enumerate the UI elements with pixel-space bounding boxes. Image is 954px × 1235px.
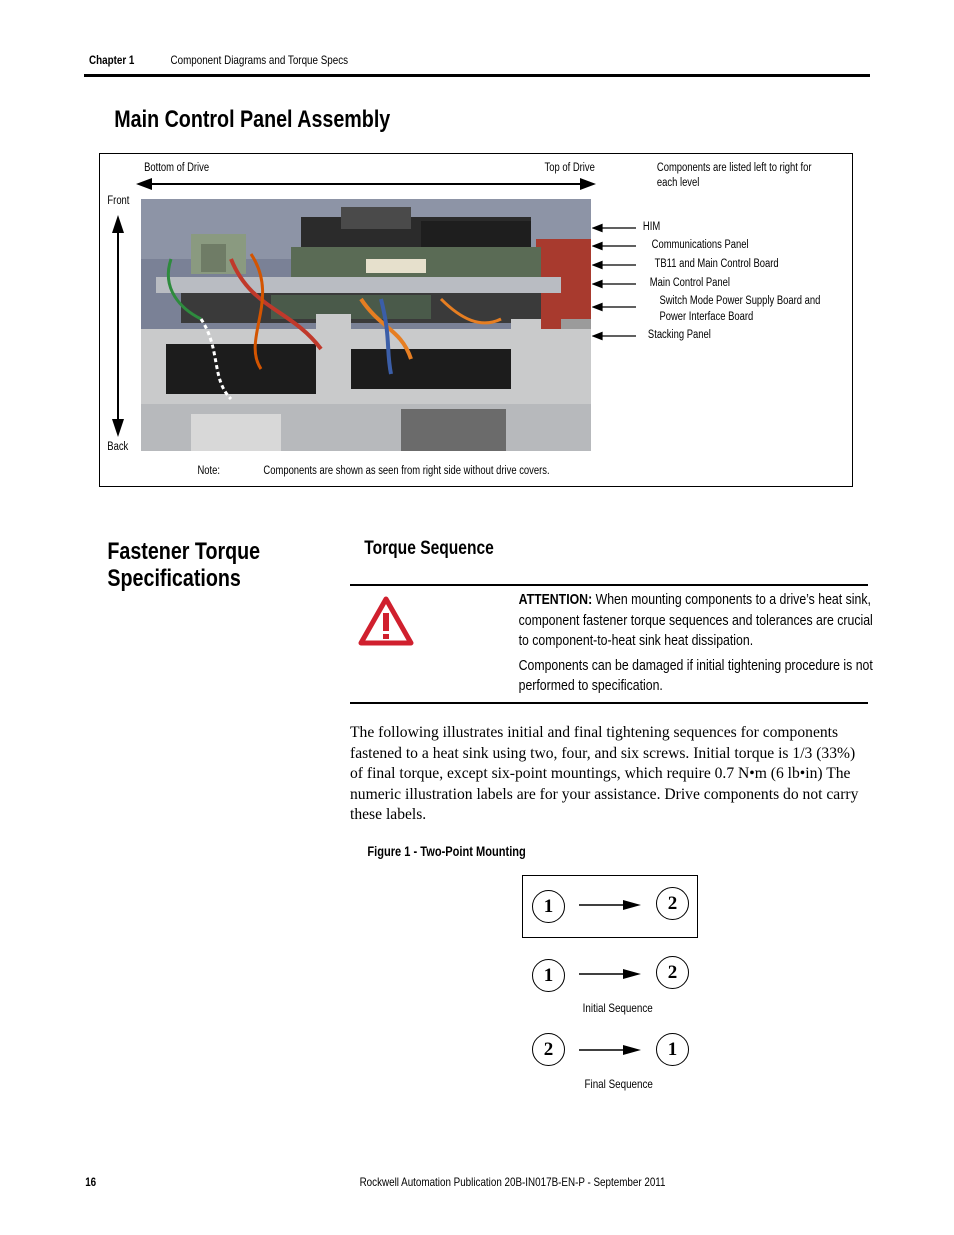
chapter-title: Component Diagrams and Torque Specs <box>170 53 349 67</box>
screw-position-circle: 2 <box>532 1033 565 1066</box>
screw-position-circle: 2 <box>656 956 689 989</box>
component-pointer-arrows <box>592 220 638 342</box>
component-label-power-supply-board: Switch Mode Power Supply Board and Power Interface Board <box>659 295 821 323</box>
warning-triangle-icon <box>358 596 414 646</box>
sequence-arrow-icon <box>579 967 643 981</box>
component-label-main-control-panel: Main Control Panel <box>649 277 731 289</box>
subheading-torque-sequence: Torque Sequence <box>364 538 494 559</box>
screw-position-circle: 2 <box>656 887 689 920</box>
components-order-note: Components are listed left to right for each level <box>656 162 812 189</box>
attention-text: When mounting components to a drive’s heat sink, component fastener torque sequences and tolerances are crucial to component-to-heat sink heat dissipation. <box>518 591 873 649</box>
note-text: Components are shown as seen from right side without drive covers. <box>263 465 550 477</box>
vertical-double-arrow-icon <box>110 215 126 437</box>
publication-info: Rockwell Automation Publication 20B-IN017B-EN-P - September 2011 <box>359 1175 666 1189</box>
component-label-communications-panel: Communications Panel <box>651 239 749 251</box>
attention-message <box>519 590 880 701</box>
component-label-tb11-main-control-board: TB11 and Main Control Board <box>654 258 779 270</box>
figure-caption: Figure 1 - Two-Point Mounting <box>367 844 526 859</box>
section-heading-main-control-panel: Main Control Panel Assembly <box>114 106 391 133</box>
screw-position-circle: 1 <box>532 890 565 923</box>
note-label: Note: <box>197 465 221 477</box>
final-sequence-label: Final Sequence <box>584 1077 653 1091</box>
chapter-label: Chapter 1 <box>88 53 135 67</box>
header-rule <box>84 74 870 77</box>
component-label-stacking-panel: Stacking Panel <box>647 329 711 341</box>
front-label: Front <box>107 195 130 207</box>
attention-label: ATTENTION: <box>518 591 593 608</box>
horizontal-double-arrow-icon <box>136 176 596 192</box>
top-of-drive-label: Top of Drive <box>544 162 595 174</box>
torque-body-paragraph: The following illustrates initial and final tightening sequences for components fastened to a heat sink using two, four, and six screws. Initial torque is 1/3 (33%) of final torque, except six-point mountings, which require 0.7 N•m (6 lb•in) The numeric illustration labels are for your assistance. Drive components do not carry these labels. <box>350 724 859 823</box>
attention-text-2: Components can be damaged if initial tightening procedure is not performed to specification. <box>518 656 873 694</box>
main-control-panel-photo <box>141 199 591 451</box>
component-label-him: HIM <box>642 221 661 233</box>
back-label: Back <box>107 441 129 453</box>
attention-bottom-rule <box>350 702 868 704</box>
screw-position-circle: 1 <box>656 1033 689 1066</box>
bottom-of-drive-label: Bottom of Drive <box>144 162 210 174</box>
page-number: 16 <box>85 1175 97 1189</box>
sequence-arrow-icon <box>579 898 643 912</box>
sequence-arrow-icon <box>579 1043 643 1057</box>
attention-top-rule <box>350 584 868 586</box>
screw-position-circle: 1 <box>532 959 565 992</box>
initial-sequence-label: Initial Sequence <box>582 1001 653 1015</box>
section-heading-fastener-torque: Fastener Torque Specifications <box>107 538 261 592</box>
